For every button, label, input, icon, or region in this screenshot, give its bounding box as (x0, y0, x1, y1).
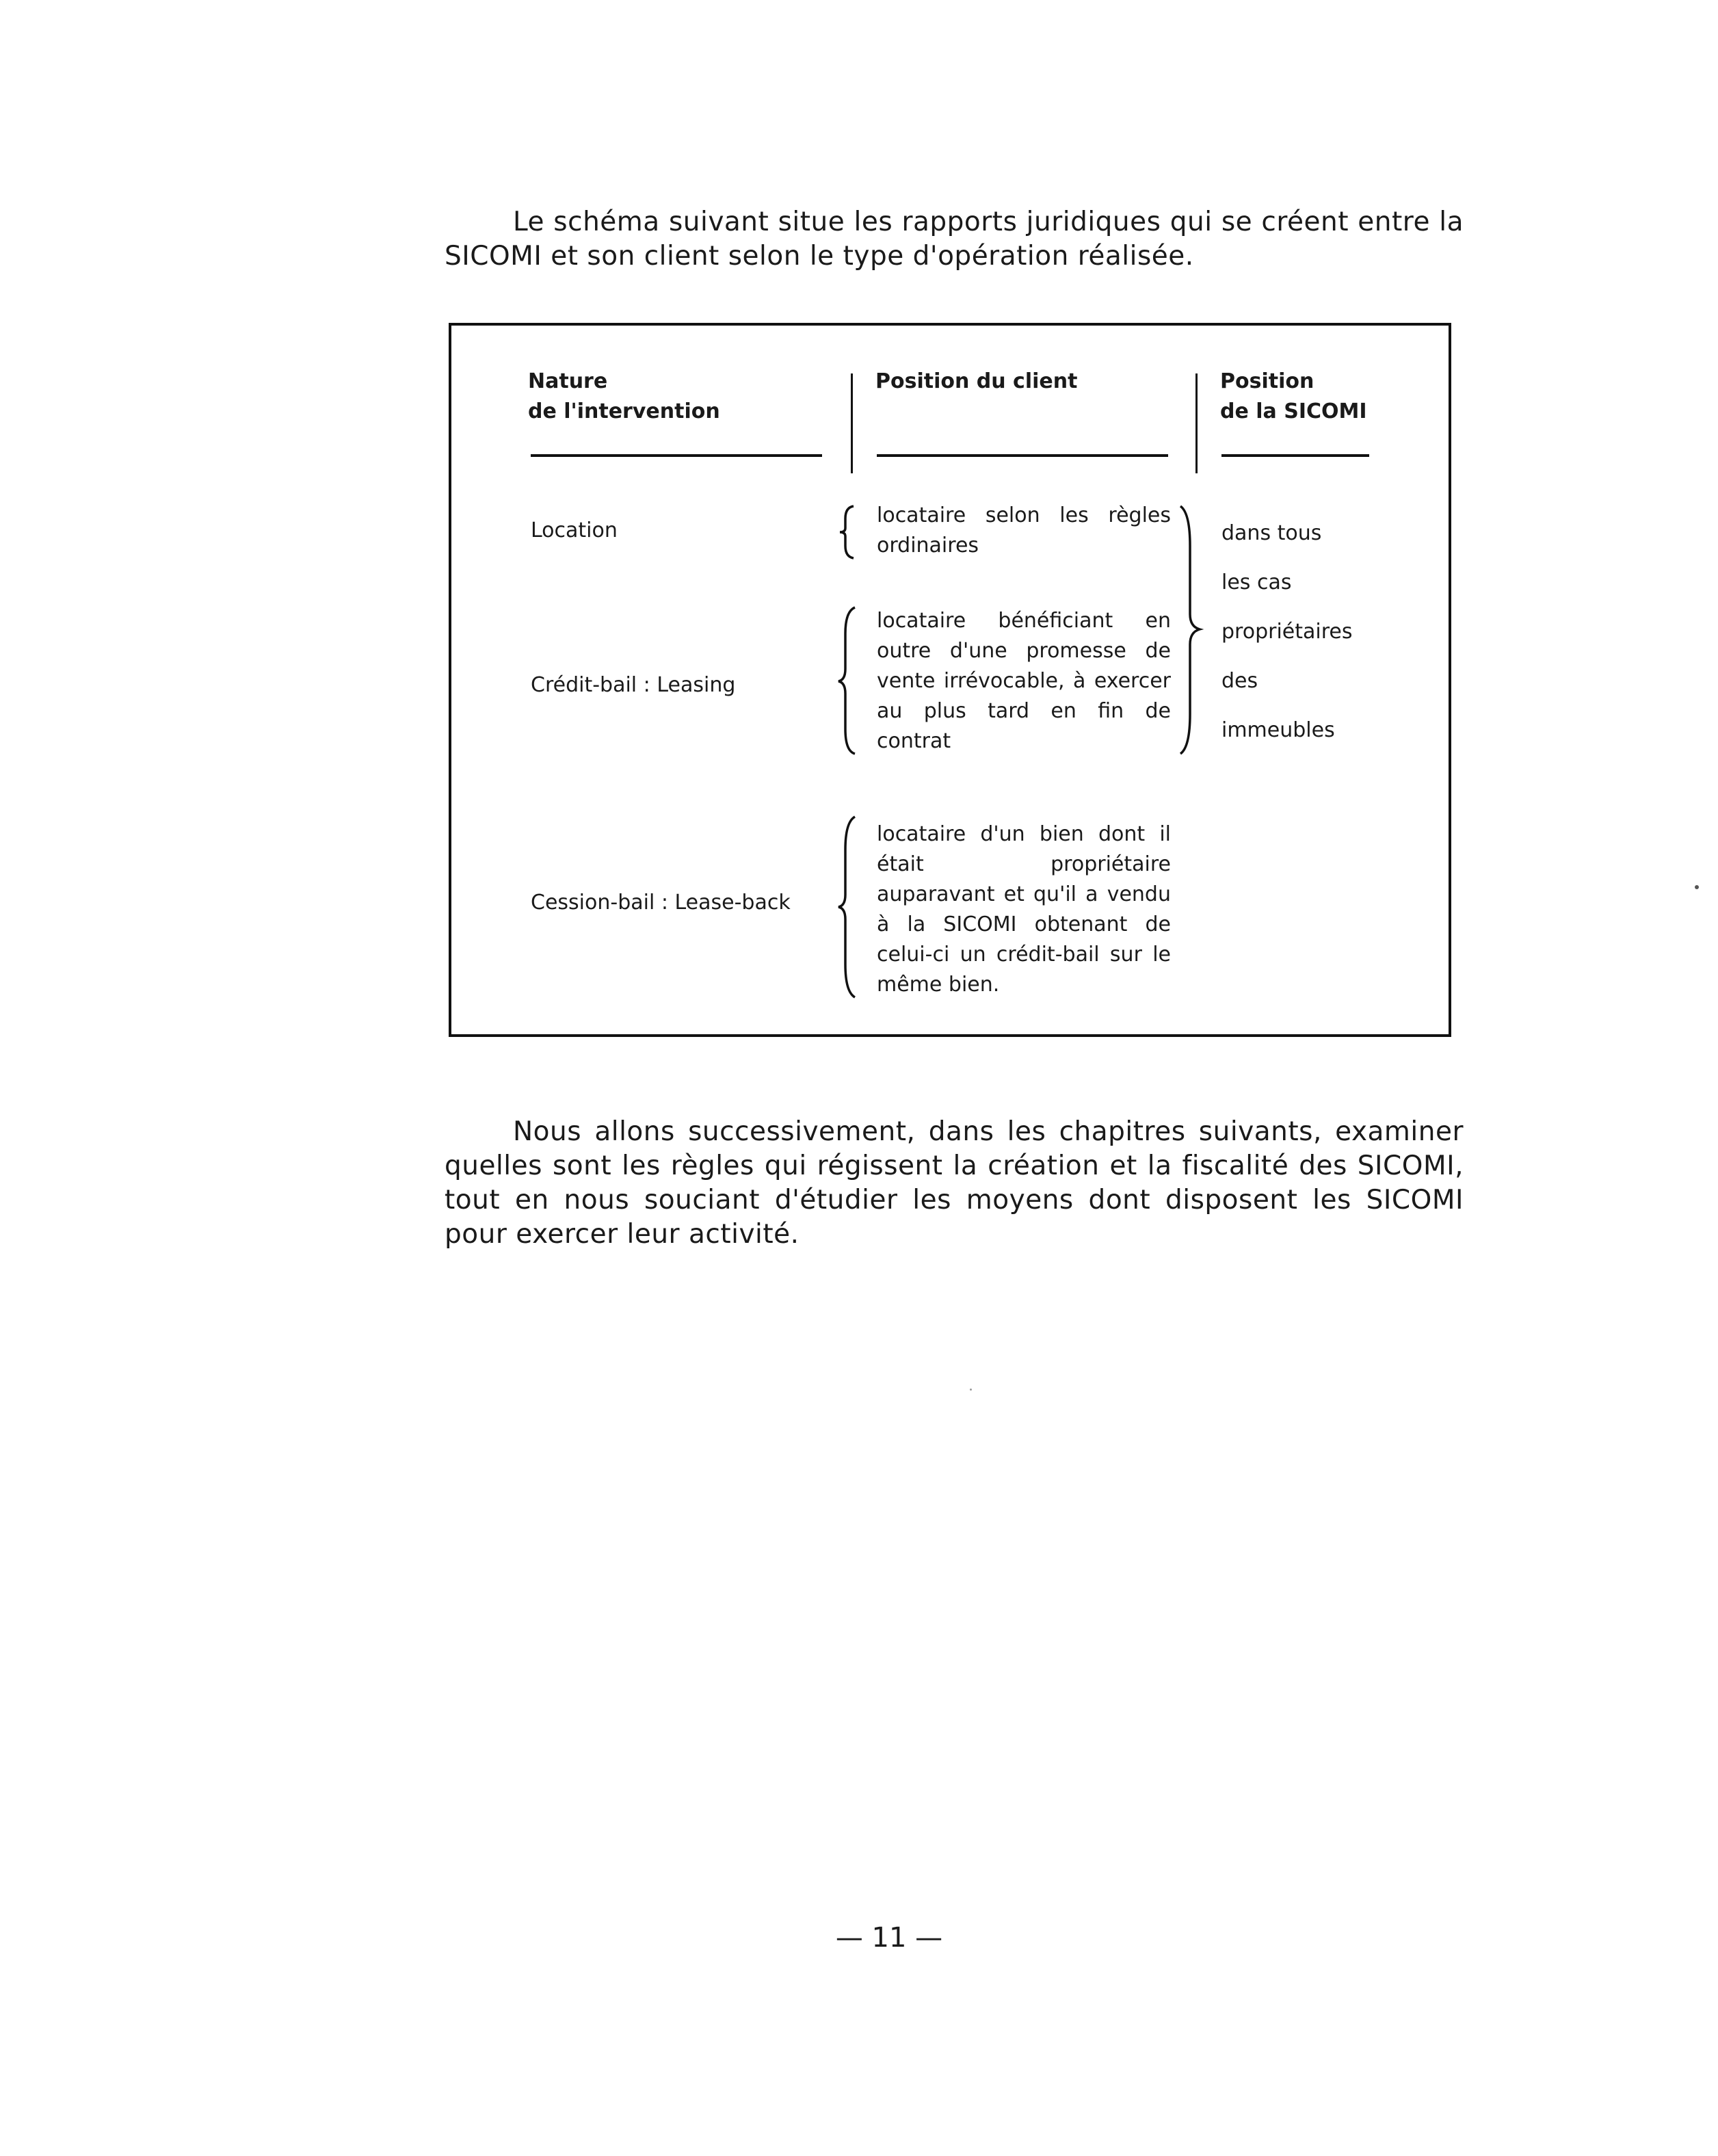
header-client (875, 367, 1077, 397)
header-sicomi-line-1: Position (1220, 369, 1314, 393)
header-nature (528, 367, 720, 427)
header-sicomi-line-2: de la SICOMI (1220, 399, 1367, 423)
header-sicomi (1220, 367, 1367, 427)
sicomi-position-line-4: des (1221, 669, 1258, 693)
sicomi-position-line-1: dans tous (1221, 521, 1322, 545)
sicomi-position-line-2: les cas (1221, 570, 1292, 594)
sicomi-position-line-3: propriétaires (1221, 620, 1353, 644)
row-location-client: locataire selon les règles ordinaires (877, 503, 1171, 557)
page-number: — 11 — (835, 1922, 943, 1954)
closing-paragraph: Nous allons successivement, dans les chapitres suivants, examiner quelles sont les règles qui régissent la création et la fiscalité des SICOMI, tout en nous souciant d'étudier les moyens dont disposent les SICOMI pour exercer leur activité. (445, 1116, 1464, 1250)
header-nature-line-2: de l'intervention (528, 399, 720, 423)
scan-speck (970, 1389, 972, 1391)
intro-paragraph: Le schéma suivant situe les rapports juridiques qui se créent entre la SICOMI et son client selon le type d'opération réalisée. (445, 207, 1464, 272)
sicomi-brace (1176, 505, 1211, 755)
header-rule-2 (877, 454, 1168, 457)
column-separator-1 (851, 373, 853, 473)
schema-table (449, 323, 1451, 1037)
header-nature-line-1: Nature (528, 369, 608, 393)
header-rule-3 (1221, 454, 1369, 457)
row-location-brace (834, 505, 862, 560)
header-client-line-1: Position du client (875, 369, 1078, 393)
row-leasing-brace (834, 606, 862, 755)
row-leaseback-brace (834, 815, 862, 999)
row-leaseback-nature: Cession-bail : Lease-back (531, 891, 791, 915)
scan-speck (1695, 885, 1699, 889)
row-leasing-nature: Crédit-bail : Leasing (531, 673, 736, 697)
sicomi-position-line-5: immeubles (1221, 718, 1335, 742)
row-leasing-client: locataire bénéficiant en outre d'une promesse de vente irrévocable, à exercer au plus tard en fin de contrat (877, 609, 1171, 753)
header-rule-1 (531, 454, 822, 457)
column-separator-2 (1195, 373, 1198, 473)
row-location-nature: Location (531, 518, 618, 542)
row-leaseback-client: locataire d'un bien dont il était propriétaire auparavant et qu'il a vendu à la SICOMI obtenant de celui-ci un crédit-bail sur le même bien. (877, 822, 1171, 997)
